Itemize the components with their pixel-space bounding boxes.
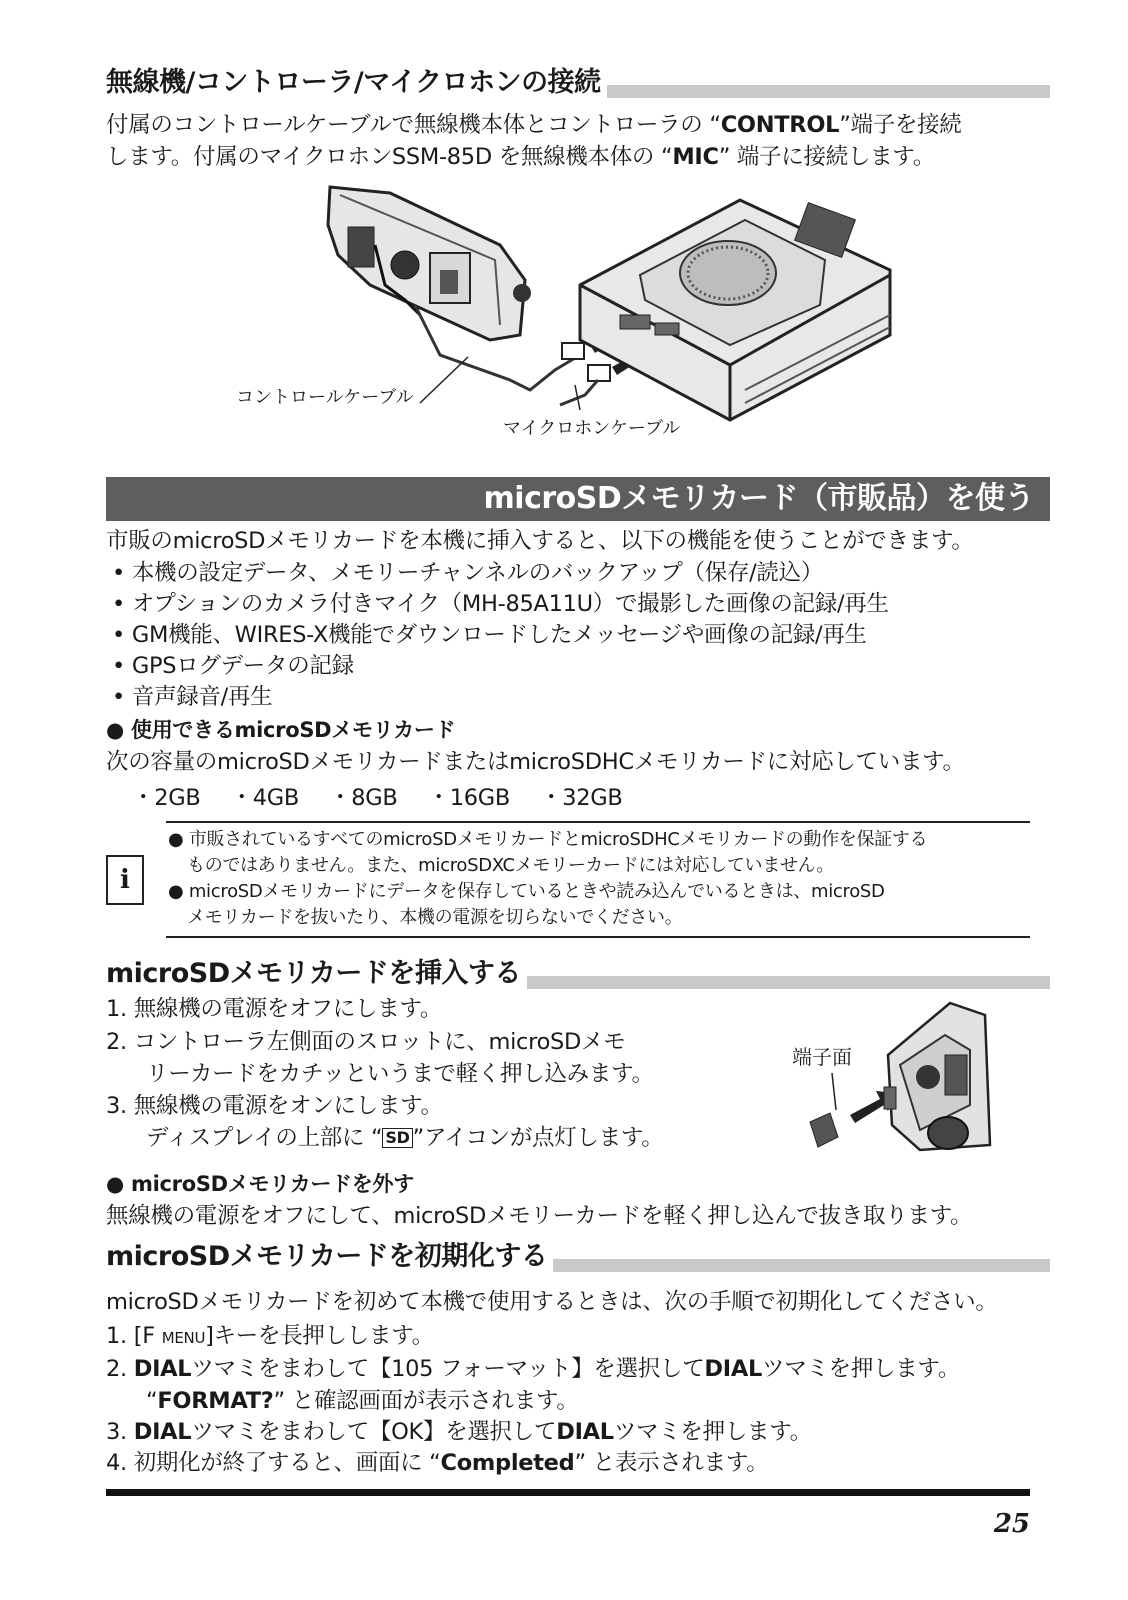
info-icon: i — [106, 855, 144, 905]
note-line: メモリカードを抜いたり、本機の電源を切らないでください。 — [187, 907, 683, 928]
capacity-item: ・2GB — [132, 785, 201, 811]
insert-step-cont: リーカードをカチッというまで軽く押し込みます。 — [146, 1061, 654, 1087]
note-top-rule — [166, 821, 1030, 823]
microsd-insert-diagram — [800, 995, 1000, 1155]
remove-text: 無線機の電源をオフにして、microSDメモリーカードを軽く押し込んで抜き取ります。 — [106, 1203, 973, 1229]
radio-body-illustration — [580, 200, 890, 420]
note-line: ものではありません。また、microSDXCメモリーカードには対応していません。 — [187, 855, 835, 876]
heading-text: 無線機/コントローラ/マイクロホンの接続 — [106, 66, 607, 100]
section-heading-connection — [106, 64, 1050, 100]
sd-icon: SD — [382, 1128, 412, 1148]
insert-step: 2. コントローラ左側面のスロットに、microSDメモ — [106, 1029, 626, 1055]
insert-step: 1. 無線機の電源をオフにします。 — [106, 996, 443, 1022]
format-intro: microSDメモリカードを初めて本機で使用するときは、次の手順で初期化してください。 — [106, 1289, 998, 1315]
label-terminal-side: 端子面 — [792, 1045, 852, 1069]
bullet-item: • 音声録音/再生 — [112, 684, 273, 710]
capacity-list — [132, 782, 623, 814]
label-mic-cable: マイクロホンケーブル — [503, 418, 681, 439]
bullet-item: • GM機能、WIRES-X機能でダウンロードしたメッセージや画像の記録/再生 — [112, 622, 867, 648]
heading-text: microSDメモリカードを初期化する — [106, 1240, 553, 1274]
label-control-cable: コントロールケーブル — [236, 387, 414, 408]
capacity-item: ・16GB — [427, 785, 511, 811]
section-banner-microsd — [106, 477, 1050, 521]
capacity-item: ・32GB — [540, 785, 623, 811]
section-heading-format — [106, 1238, 1050, 1274]
connection-para-line-2: します。付属のマイクロホンSSM-85D を無線機本体の “MIC” 端子に接続します。 — [106, 144, 935, 170]
banner-title: microSDメモリカード（市販品）を使う — [483, 481, 1034, 516]
footer-rule — [106, 1489, 1030, 1496]
heading-text: microSDメモリカードを挿入する — [106, 957, 527, 991]
leader-line-control — [420, 357, 468, 403]
note-bottom-rule — [166, 936, 1030, 938]
note-line: ● microSDメモリカードにデータを保存しているときや読み込んでいるときは、microSD — [168, 881, 885, 902]
format-step: 1. [F MENU]キーを長押しします。 — [106, 1323, 434, 1349]
format-step-cont: “FORMAT?” と確認画面が表示されます。 — [146, 1388, 579, 1414]
microsd-card-icon — [810, 1113, 838, 1147]
usable-cards-text: 次の容量のmicroSDメモリカードまたはmicroSDHCメモリカードに対応しています。 — [106, 749, 965, 775]
format-step: 3. DIALツマミをまわして【OK】を選択してDIALツマミを押します。 — [106, 1419, 812, 1445]
leader-line-terminal — [832, 1073, 836, 1110]
capacity-item: ・8GB — [329, 785, 398, 811]
controller-illustration — [328, 187, 531, 340]
control-plug — [562, 343, 584, 359]
remove-title: ● microSDメモリカードを外す — [106, 1172, 414, 1196]
bullet-item: • 本機の設定データ、メモリーチャンネルのバックアップ（保存/読込） — [112, 560, 824, 586]
mic-plug — [588, 365, 610, 381]
format-step: 4. 初期化が終了すると、画面に “Completed” と表示されます。 — [106, 1450, 769, 1476]
insert-step-3-detail: ディスプレイの上部に “ SD ”アイコンが点灯します。 — [146, 1125, 664, 1151]
bullet-item: • オプションのカメラ付きマイク（MH-85A11U）で撮影した画像の記録/再生 — [112, 591, 889, 617]
format-step: 2. DIALツマミをまわして【105 フォーマット】を選択してDIALツマミを押します。 — [106, 1356, 961, 1382]
usable-cards-title: ● 使用できるmicroSDメモリカード — [106, 718, 456, 742]
page-number: 25 — [993, 1509, 1030, 1539]
insert-step: 3. 無線機の電源をオンにします。 — [106, 1093, 443, 1119]
capacity-item: ・4GB — [230, 785, 299, 811]
controller-side-illustration — [884, 1003, 990, 1150]
connection-para-line-1: 付属のコントロールケーブルで無線機本体とコントローラの “CONTROL”端子を接続 — [106, 112, 962, 138]
microsd-intro: 市販のmicroSDメモリカードを本機に挿入すると、以下の機能を使うことができます。 — [106, 528, 974, 554]
note-line: ● 市販されているすべてのmicroSDメモリカードとmicroSDHCメモリカードの動作を保証する — [168, 829, 928, 850]
bullet-item: • GPSログデータの記録 — [112, 653, 354, 679]
section-heading-insert — [106, 955, 1050, 991]
